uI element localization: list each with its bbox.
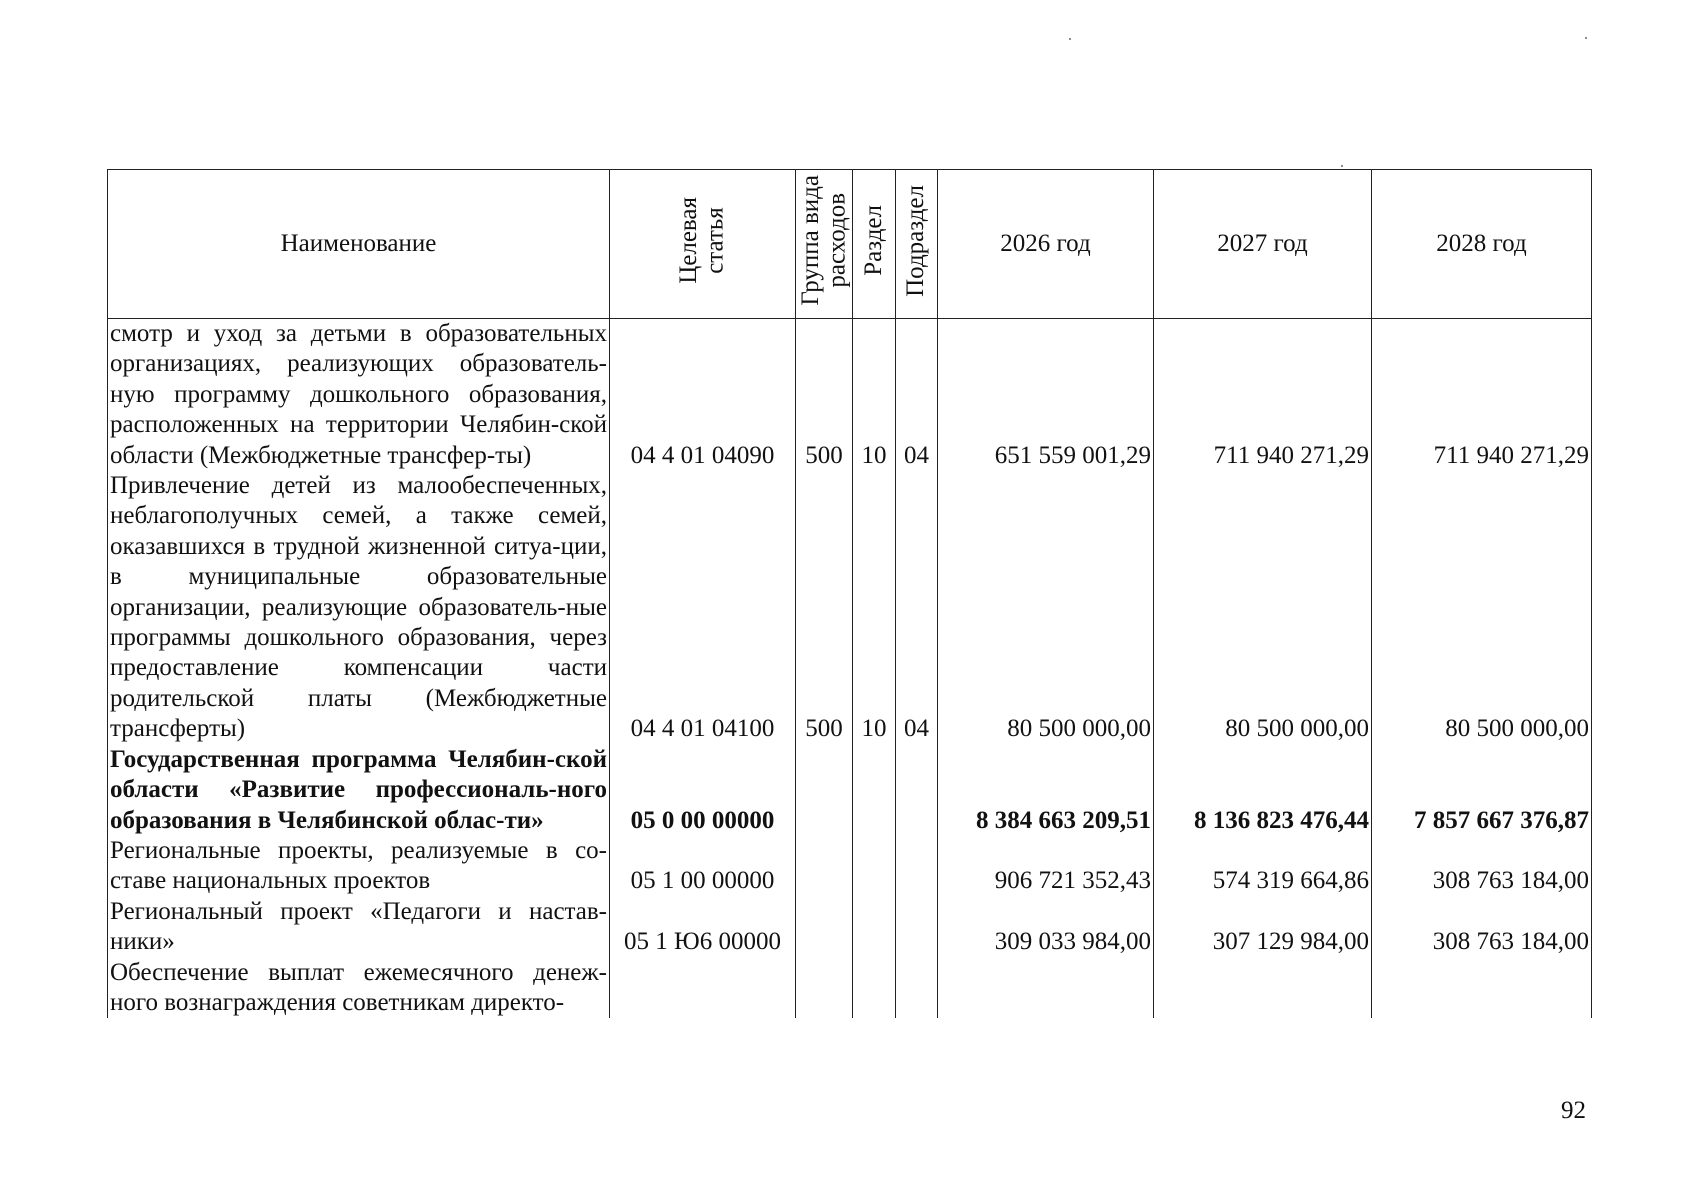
row-group	[796, 836, 853, 897]
header-target-label: Целевая статья	[675, 197, 729, 284]
row-2027: 80 500 000,00	[1154, 471, 1372, 745]
row-2027: 711 940 271,29	[1154, 319, 1372, 472]
row-2026: 80 500 000,00	[938, 471, 1154, 745]
row-podrazdel: 04	[896, 319, 938, 472]
header-razdel-label: Раздел	[859, 205, 887, 276]
row-2026: 8 384 663 209,51	[938, 745, 1154, 836]
budget-table	[107, 169, 1592, 1018]
row-2027: 307 129 984,00	[1154, 897, 1372, 958]
header-group-label: Группа вида расходов	[796, 175, 850, 306]
row-group	[796, 958, 853, 1019]
row-2028: 308 763 184,00	[1372, 897, 1592, 958]
table-body	[108, 319, 1592, 1019]
scan-speck	[1069, 38, 1071, 40]
row-podrazdel	[896, 836, 938, 897]
table-row	[108, 745, 1592, 836]
row-name: смотр и уход за детьми в образовательных организациях, реализующих образователь-ную программу дошкольного образования, расположенных на территории Челябин-ской области (Межбюджетные трансфер-ты)	[108, 319, 610, 472]
header-name: Наименование	[108, 170, 610, 319]
row-name: Государственная программа Челябин-ской области «Развитие профессиональ-ного образования в Челябинской облас-ти»	[108, 745, 610, 836]
header-podrazdel	[896, 170, 938, 319]
row-2028: 308 763 184,00	[1372, 836, 1592, 897]
row-group: 500	[796, 319, 853, 472]
row-razdel	[853, 836, 896, 897]
row-2028: 7 857 667 376,87	[1372, 745, 1592, 836]
header-year-2026: 2026 год	[938, 170, 1154, 319]
row-target: 05 0 00 00000	[610, 745, 796, 836]
row-target	[610, 958, 796, 1019]
row-podrazdel	[896, 745, 938, 836]
row-podrazdel	[896, 958, 938, 1019]
header-target	[610, 170, 796, 319]
row-razdel	[853, 745, 896, 836]
header-razdel	[853, 170, 896, 319]
table-row	[108, 836, 1592, 897]
row-name: Региональный проект «Педагоги и настав-ники»	[108, 897, 610, 958]
row-target: 05 1 00 00000	[610, 836, 796, 897]
row-target: 04 4 01 04100	[610, 471, 796, 745]
table-row	[108, 471, 1592, 745]
row-2028: 711 940 271,29	[1372, 319, 1592, 472]
row-2026: 906 721 352,43	[938, 836, 1154, 897]
row-razdel	[853, 897, 896, 958]
row-group	[796, 745, 853, 836]
table-row	[108, 897, 1592, 958]
row-razdel	[853, 958, 896, 1019]
row-razdel: 10	[853, 319, 896, 472]
header-group	[796, 170, 853, 319]
row-target: 05 1 Ю6 00000	[610, 897, 796, 958]
scan-speck	[1585, 37, 1587, 39]
row-podrazdel	[896, 897, 938, 958]
row-2026: 651 559 001,29	[938, 319, 1154, 472]
row-target: 04 4 01 04090	[610, 319, 796, 472]
header-year-2027: 2027 год	[1154, 170, 1372, 319]
row-2027: 8 136 823 476,44	[1154, 745, 1372, 836]
row-2028: 80 500 000,00	[1372, 471, 1592, 745]
row-podrazdel: 04	[896, 471, 938, 745]
row-2028	[1372, 958, 1592, 1019]
row-name: Обеспечение выплат ежемесячного денеж-ного вознаграждения советникам директо-	[108, 958, 610, 1019]
row-2027: 574 319 664,86	[1154, 836, 1372, 897]
row-name: Региональные проекты, реализуемые в со-ставе национальных проектов	[108, 836, 610, 897]
table-header	[108, 170, 1592, 319]
row-group: 500	[796, 471, 853, 745]
row-2027	[1154, 958, 1372, 1019]
row-2026	[938, 958, 1154, 1019]
row-2026: 309 033 984,00	[938, 897, 1154, 958]
page-number: 92	[1561, 1097, 1586, 1124]
scan-speck	[1341, 165, 1343, 167]
row-razdel: 10	[853, 471, 896, 745]
row-name: Привлечение детей из малообеспеченных, неблагополучных семей, а также семей, оказавшихся в трудной жизненной ситуа-ции, в муниципальные образовательные организации, реализующие образователь-ные программы дошкольного образования, через предоставление компенсации части родительской платы (Межбюджетные трансферты)	[108, 471, 610, 745]
header-year-2028: 2028 год	[1372, 170, 1592, 319]
row-group	[796, 897, 853, 958]
table-row	[108, 319, 1592, 472]
header-podrazdel-label: Подраздел	[902, 184, 930, 297]
table-row	[108, 958, 1592, 1019]
